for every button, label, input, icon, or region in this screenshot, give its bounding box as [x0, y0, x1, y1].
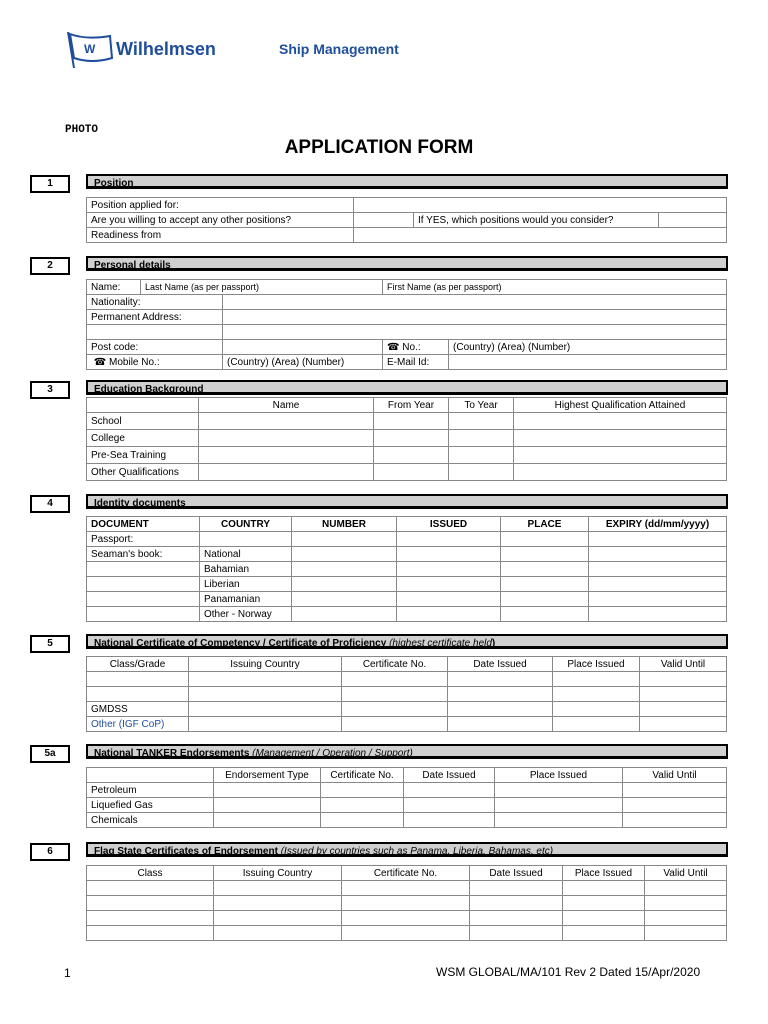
identity-table	[86, 516, 727, 622]
field-label: First Name (as per passport)	[383, 280, 727, 295]
document-reference: WSM GLOBAL/MA/101 Rev 2 Dated 15/Apr/2020	[436, 965, 701, 979]
field-label: Post code:	[87, 340, 223, 355]
competency-table	[86, 656, 727, 732]
column-header: Valid Until	[623, 768, 727, 783]
section-title: National TANKER Endorsements	[94, 748, 250, 759]
position-table	[86, 197, 727, 243]
column-header: Certificate No.	[342, 866, 470, 881]
photo-label: PHOTO	[65, 124, 99, 136]
section-note: (highest certificate held	[389, 638, 492, 649]
row-label: Petroleum	[87, 783, 214, 798]
other-positions-input[interactable]	[659, 213, 727, 228]
section-number: 4	[30, 495, 70, 513]
column-header: Place Issued	[553, 657, 640, 672]
column-header: Issuing Country	[214, 866, 342, 881]
column-header: PLACE	[501, 517, 589, 532]
column-header: Name	[199, 398, 374, 413]
section-title: Identity documents	[94, 498, 186, 509]
field-label: Position applied for:	[87, 198, 354, 213]
page-title: APPLICATION FORM	[284, 137, 474, 158]
column-header: COUNTRY	[200, 517, 292, 532]
wilhelmsen-flag-logo	[64, 30, 116, 70]
company-name: Wilhelmsen	[116, 39, 216, 59]
division-name: Ship Management	[279, 41, 399, 57]
column-header: DOCUMENT	[87, 517, 200, 532]
page-number: 1	[64, 966, 71, 980]
column-header: To Year	[449, 398, 514, 413]
section-header	[86, 494, 728, 509]
row-label: School	[87, 413, 199, 430]
personal-table	[86, 279, 727, 370]
field-label: Name:	[87, 280, 141, 295]
field-label: Permanent Address:	[87, 310, 223, 325]
row-label: Pre-Sea Training	[87, 447, 199, 464]
section-number: 3	[30, 381, 70, 399]
section-title: Position	[94, 178, 134, 189]
education-table	[86, 397, 727, 481]
field-label: Last Name (as per passport)	[141, 280, 383, 295]
svg-text:W: W	[84, 42, 96, 56]
row-label: Liquefied Gas	[87, 798, 214, 813]
column-header: Date Issued	[470, 866, 563, 881]
country-label: Bahamian	[200, 562, 292, 577]
column-header: Date Issued	[448, 657, 553, 672]
field-label: (Country) (Area) (Number)	[223, 355, 383, 370]
section-note: (Management / Operation / Support)	[252, 748, 413, 759]
phone-label: ☎ No.:	[383, 340, 449, 355]
column-header: Certificate No.	[321, 768, 404, 783]
column-header: Certificate No.	[342, 657, 448, 672]
section-header: National Certificate of Competency / Certificate of Proficiency (highest certificate held)	[86, 634, 728, 649]
column-header: EXPIRY (dd/mm/yyyy)	[589, 517, 727, 532]
section-title: National Certificate of Competency / Certificate of Proficiency	[94, 638, 387, 649]
column-header: Place Issued	[563, 866, 645, 881]
tanker-table	[86, 767, 727, 828]
column-header: Class/Grade	[87, 657, 189, 672]
section-number: 5a	[30, 745, 70, 763]
section-title: Personal details	[94, 260, 171, 271]
country-label: Other - Norway	[200, 607, 292, 622]
field-label: Nationality:	[87, 295, 223, 310]
address-input[interactable]	[223, 310, 727, 325]
section-header	[86, 380, 728, 395]
section-header	[86, 256, 728, 271]
section-header	[86, 174, 728, 189]
column-header: Date Issued	[404, 768, 495, 783]
field-label: Are you willing to accept any other positions?	[87, 213, 354, 228]
field-label: (Country) (Area) (Number)	[449, 340, 727, 355]
field-label: Readiness from	[87, 228, 354, 243]
row-label: GMDSS	[87, 702, 189, 717]
row-label: College	[87, 430, 199, 447]
section-number: 1	[30, 175, 70, 193]
section-title: Flag State Certificates of Endorsement	[94, 846, 278, 857]
flag-state-table	[86, 865, 727, 941]
column-header: Valid Until	[645, 866, 727, 881]
willing-input[interactable]	[354, 213, 414, 228]
section-number: 5	[30, 635, 70, 653]
section-note: (Issued by countries such as Panama, Liberia, Bahamas, etc)	[280, 846, 554, 857]
row-label: Other Qualifications	[87, 464, 199, 481]
section-header	[86, 842, 728, 857]
section-number: 2	[30, 257, 70, 275]
telephone-icon: ☎	[387, 341, 400, 353]
column-header: From Year	[374, 398, 449, 413]
row-label: Passport:	[87, 532, 200, 547]
column-header: Class	[87, 866, 214, 881]
column-header: Valid Until	[640, 657, 727, 672]
column-header: Issuing Country	[189, 657, 342, 672]
section-header	[86, 744, 728, 759]
telephone-icon: ☎	[93, 356, 107, 368]
field-label: If YES, which positions would you consider?	[414, 213, 659, 228]
nationality-input[interactable]	[223, 295, 727, 310]
email-input[interactable]	[449, 355, 727, 370]
postcode-input[interactable]	[223, 340, 383, 355]
column-header: ISSUED	[397, 517, 501, 532]
field-label: E-Mail Id:	[383, 355, 449, 370]
country-label: Liberian	[200, 577, 292, 592]
row-label: Seaman's book:	[87, 547, 200, 562]
country-label: Panamanian	[200, 592, 292, 607]
mobile-label: ☎ Mobile No.:	[87, 355, 223, 370]
row-label: Other (IGF CoP)	[87, 717, 189, 732]
column-header: Highest Qualification Attained	[514, 398, 727, 413]
column-header: Endorsement Type	[214, 768, 321, 783]
address-input[interactable]	[223, 325, 727, 340]
row-label: Chemicals	[87, 813, 214, 828]
column-header: NUMBER	[292, 517, 397, 532]
column-header: Place Issued	[495, 768, 623, 783]
section-title: Education Background	[94, 384, 204, 395]
section-number: 6	[30, 843, 70, 861]
position-applied-input[interactable]	[354, 198, 727, 213]
country-label: National	[200, 547, 292, 562]
readiness-input[interactable]	[354, 228, 727, 243]
